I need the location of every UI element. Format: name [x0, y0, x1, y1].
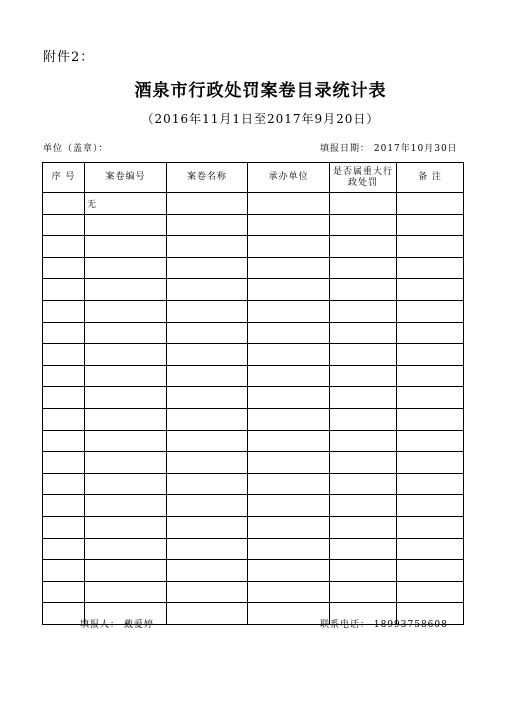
table-cell — [85, 560, 167, 582]
table-cell — [330, 452, 397, 474]
table-cell — [248, 365, 330, 387]
table-cell — [248, 538, 330, 560]
table-row — [43, 279, 464, 301]
table-cell — [167, 193, 248, 215]
table-cell — [330, 408, 397, 430]
table-cell — [330, 300, 397, 322]
table-cell — [85, 214, 167, 236]
table-cell — [330, 214, 397, 236]
attachment-label: 附件2： — [43, 50, 95, 65]
col-header-case-number: 案卷编号 — [85, 163, 167, 193]
contact-phone: 联系电话： 18993758608 — [320, 620, 448, 630]
report-period: （2016年11月1日至2017年9月20日） — [141, 112, 380, 126]
table-cell — [248, 344, 330, 366]
table-cell — [43, 193, 85, 215]
table-cell — [85, 516, 167, 538]
table-cell — [43, 322, 85, 344]
table-cell — [248, 279, 330, 301]
table-cell — [85, 344, 167, 366]
table-cell — [167, 430, 248, 452]
table-row — [43, 495, 464, 517]
table-cell — [397, 279, 464, 301]
table-cell — [167, 257, 248, 279]
col-header-serial: 序 号 — [43, 163, 85, 193]
table-cell: 无 — [85, 193, 167, 215]
table-cell — [330, 430, 397, 452]
table-cell — [397, 495, 464, 517]
table-cell — [330, 344, 397, 366]
table-cell — [397, 322, 464, 344]
table-cell — [330, 581, 397, 603]
table-cell — [43, 257, 85, 279]
table-cell — [43, 495, 85, 517]
table-cell — [43, 452, 85, 474]
table-cell — [397, 516, 464, 538]
table-cell — [248, 193, 330, 215]
table-cell — [330, 322, 397, 344]
table-cell — [397, 214, 464, 236]
table-cell — [248, 452, 330, 474]
table-cell — [43, 430, 85, 452]
filler-name: 填报人： 戴爱婷 — [80, 620, 154, 630]
table-cell — [167, 495, 248, 517]
table-cell — [85, 279, 167, 301]
table-row — [43, 581, 464, 603]
table-cell — [248, 560, 330, 582]
table-row — [43, 193, 464, 215]
table-cell — [43, 560, 85, 582]
table-cell — [397, 408, 464, 430]
table-cell — [397, 236, 464, 258]
table-row — [43, 452, 464, 474]
table-cell — [397, 560, 464, 582]
table-row — [43, 516, 464, 538]
table-cell — [397, 430, 464, 452]
table-cell — [248, 430, 330, 452]
table-row — [43, 430, 464, 452]
table-row — [43, 560, 464, 582]
table-cell — [248, 257, 330, 279]
table-cell — [167, 365, 248, 387]
table-cell — [167, 214, 248, 236]
table-cell — [330, 516, 397, 538]
table-row — [43, 473, 464, 495]
table-cell — [248, 581, 330, 603]
table-row — [43, 387, 464, 409]
table-cell — [397, 452, 464, 474]
table-cell — [43, 300, 85, 322]
table-row — [43, 214, 464, 236]
table-cell — [85, 300, 167, 322]
table-cell — [397, 300, 464, 322]
table-cell — [85, 387, 167, 409]
table-row — [43, 365, 464, 387]
table-cell — [167, 516, 248, 538]
table-cell — [167, 473, 248, 495]
table-cell — [167, 560, 248, 582]
table-cell — [85, 365, 167, 387]
table-cell — [85, 538, 167, 560]
table-cell — [248, 603, 330, 625]
table-cell — [330, 387, 397, 409]
table-cell — [85, 430, 167, 452]
table-cell — [167, 452, 248, 474]
table-cell — [43, 581, 85, 603]
col-header-case-name: 案卷名称 — [167, 163, 248, 193]
table-row — [43, 344, 464, 366]
col-header-handling-unit: 承办单位 — [248, 163, 330, 193]
table-cell — [397, 193, 464, 215]
table-cell — [330, 236, 397, 258]
table-cell — [43, 214, 85, 236]
table-row — [43, 300, 464, 322]
table-cell — [330, 560, 397, 582]
table-cell — [43, 344, 85, 366]
table-cell — [397, 387, 464, 409]
table-cell — [330, 538, 397, 560]
table-row — [43, 322, 464, 344]
table-cell — [248, 236, 330, 258]
table-cell — [85, 452, 167, 474]
table-cell — [85, 495, 167, 517]
table-cell — [167, 322, 248, 344]
table-cell — [167, 279, 248, 301]
table-cell — [167, 300, 248, 322]
table-cell — [85, 473, 167, 495]
table-cell — [167, 603, 248, 625]
table-cell — [85, 236, 167, 258]
table-cell — [248, 322, 330, 344]
table-cell — [330, 495, 397, 517]
table-row — [43, 538, 464, 560]
table-cell — [85, 257, 167, 279]
table-cell — [397, 344, 464, 366]
table-header-row — [43, 163, 464, 193]
table-cell — [397, 365, 464, 387]
col-header-major-penalty: 是否属重大行政处罚 — [330, 163, 397, 193]
table-cell — [85, 408, 167, 430]
table-cell — [43, 603, 85, 625]
table-cell — [397, 538, 464, 560]
table-cell — [330, 365, 397, 387]
col-header-remarks: 备 注 — [397, 163, 464, 193]
table-cell — [167, 387, 248, 409]
table-cell — [397, 581, 464, 603]
table-cell — [330, 473, 397, 495]
table-cell — [397, 473, 464, 495]
table-cell — [43, 387, 85, 409]
table-body — [43, 193, 464, 625]
table-cell — [167, 236, 248, 258]
table-cell — [43, 516, 85, 538]
table-cell — [248, 495, 330, 517]
table-cell — [248, 408, 330, 430]
table-cell — [167, 538, 248, 560]
table-row — [43, 236, 464, 258]
document-title: 酒泉市行政处罚案卷目录统计表 — [134, 81, 387, 101]
table-cell — [330, 279, 397, 301]
table-cell — [85, 322, 167, 344]
table-cell — [43, 408, 85, 430]
fill-date: 填报日期： 2017年10月30日 — [320, 144, 458, 154]
table-cell — [248, 300, 330, 322]
table-cell — [43, 365, 85, 387]
table-row — [43, 257, 464, 279]
table-cell — [330, 193, 397, 215]
table-cell — [248, 387, 330, 409]
table-cell — [85, 581, 167, 603]
table-cell — [167, 344, 248, 366]
unit-seal-label: 单位（盖章）： — [43, 144, 109, 154]
table-cell — [43, 236, 85, 258]
table-cell — [43, 279, 85, 301]
table-row — [43, 408, 464, 430]
case-directory-table — [42, 162, 464, 625]
table-cell — [330, 257, 397, 279]
table-cell — [397, 257, 464, 279]
table-cell — [167, 581, 248, 603]
table-cell — [43, 473, 85, 495]
table-cell — [248, 516, 330, 538]
table-cell — [167, 408, 248, 430]
table-cell — [43, 538, 85, 560]
table-cell — [248, 473, 330, 495]
table-cell — [248, 214, 330, 236]
